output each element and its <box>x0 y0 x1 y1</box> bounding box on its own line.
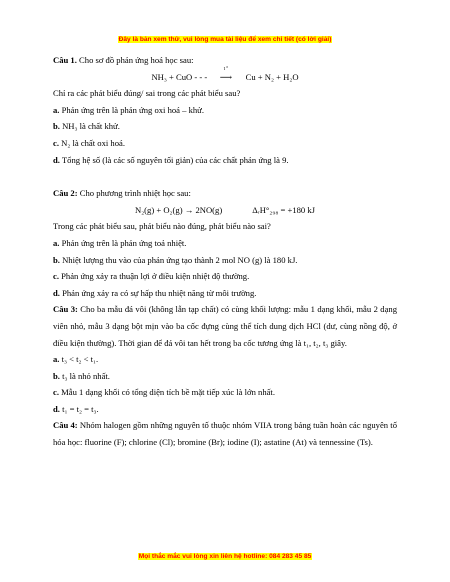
question-1-option-c <box>53 135 397 152</box>
question-4-stem <box>53 417 397 450</box>
option-text: Nhiệt lượng thu vào của phản ứng tạo thành 2 mol NO (g) là 180 kJ. <box>59 254 298 265</box>
option-label: d. <box>53 154 60 165</box>
question-1-equation <box>53 66 397 86</box>
option-label: b. <box>53 370 60 381</box>
option-text: N₂ là chất oxi hoá. <box>58 137 125 148</box>
option-text: Phản ứng trên là phản ứng toả nhiệt. <box>59 237 187 248</box>
equation-arrow: t° ⟶ <box>209 69 243 86</box>
option-label: a. <box>53 354 60 365</box>
question-2-option-a <box>53 235 397 252</box>
question-1-label: Câu 1. <box>53 55 77 65</box>
question-3-label: Câu 3: <box>53 304 78 315</box>
question-2-option-b <box>53 252 397 269</box>
option-text: Phản ứng xảy ra thuận lợi ở điều kiện nhiệt độ thường. <box>58 271 250 282</box>
question-1-text: Cho sơ đồ phản ứng hoá học sau: <box>76 55 194 65</box>
equation-reactants: NH₃ + CuO <box>151 71 193 82</box>
thermo-equation: N₂(g) + O₂(g) → 2NO(g) <box>134 204 223 215</box>
question-1-prompt: Chỉ ra các phát biểu đúng/ sai trong các phát biểu sau? <box>53 88 241 99</box>
option-label: a. <box>53 237 60 248</box>
equation-dashes: - - - <box>194 71 208 82</box>
option-text: t₃ < t₂ < t₁. <box>59 354 99 365</box>
question-4-text: Nhóm halogen gồm những nguyên tố thuộc nhóm VIIA trong bảng tuần hoàn các nguyên tố hóa học: fluorine (F); chlorine (Cl); bromine (Br); iodine (I); astatine (At) và tennessine (Ts). <box>53 420 397 448</box>
question-2-option-d <box>53 285 397 302</box>
enthalpy-value: ΔᵣH°₂₉₈ = +180 kJ <box>252 204 316 215</box>
question-2-equation <box>53 202 397 219</box>
preview-notice-text: Đây là bản xem thử, vui lòng mua tài liệu để xem chi tiết (có lời giải) <box>118 36 332 43</box>
option-text: NH₃ là chất khử. <box>59 121 120 132</box>
option-text: Tổng hệ số (là các số nguyên tối giản) của các chất phản ứng là 9. <box>59 154 289 165</box>
question-2-stem <box>53 185 397 202</box>
option-text: t₁ = t₂ = t₃. <box>59 403 99 414</box>
hotline-text: Mọi thắc mắc vui lòng xin liên hệ hotline: 084 283 45 85 <box>138 553 312 560</box>
question-1-option-d <box>53 152 397 169</box>
option-label: c. <box>53 271 59 282</box>
hotline-banner <box>0 553 450 560</box>
question-3-option-c <box>53 384 397 401</box>
option-label: c. <box>53 387 59 398</box>
question-3-text: Cho ba mẫu đá vôi (không lẫn tạp chất) có cùng khối lượng: mẫu 1 dạng khối, mẫu 2 dạng viên nhỏ, mẫu 3 dạng bột mịn vào ba cốc đựng cùng thể tích dung dịch HCl (dư, cùng nồng độ, ở điều kiện thường). Thời gian để đá vôi tan hết trong ba cốc tương ứng là t₁, t₂, t₃ giây. <box>53 304 397 348</box>
preview-notice-banner <box>0 36 450 43</box>
option-text: Mẫu 1 dạng khối có tổng diện tích bề mặt tiếp xúc là lớn nhất. <box>58 387 275 398</box>
option-label: d. <box>53 403 60 414</box>
spacer <box>53 168 397 185</box>
question-4-label: Câu 4: <box>53 420 78 431</box>
question-3-stem <box>53 301 397 351</box>
question-2-prompt: Trong các phát biểu sau, phát biểu nào đúng, phát biểu nào sai? <box>53 221 271 232</box>
question-3-option-a <box>53 351 397 368</box>
question-1-option-b <box>53 118 397 135</box>
document-body <box>53 52 397 451</box>
option-text: Phản ứng trên là phản ứng oxi hoá – khử. <box>59 104 204 115</box>
option-label: a. <box>53 104 60 115</box>
option-text: t₃ là nhỏ nhất. <box>59 370 110 381</box>
question-2-text: Cho phương trình nhiệt học sau: <box>77 188 191 199</box>
option-label: c. <box>53 137 59 148</box>
option-label: b. <box>53 121 60 132</box>
option-label: b. <box>53 254 60 265</box>
question-3-option-d <box>53 401 397 418</box>
option-text: Phản ứng xảy ra có sự hấp thu nhiệt năng từ môi trường. <box>59 287 257 298</box>
question-1-option-a <box>53 102 397 119</box>
question-2-option-c <box>53 268 397 285</box>
equation-products: Cu + N₂ + H₂O <box>245 71 299 82</box>
question-2-label: Câu 2: <box>53 188 78 199</box>
question-3-option-b <box>53 368 397 385</box>
option-label: d. <box>53 287 60 298</box>
arrow-condition: t° <box>223 66 230 72</box>
